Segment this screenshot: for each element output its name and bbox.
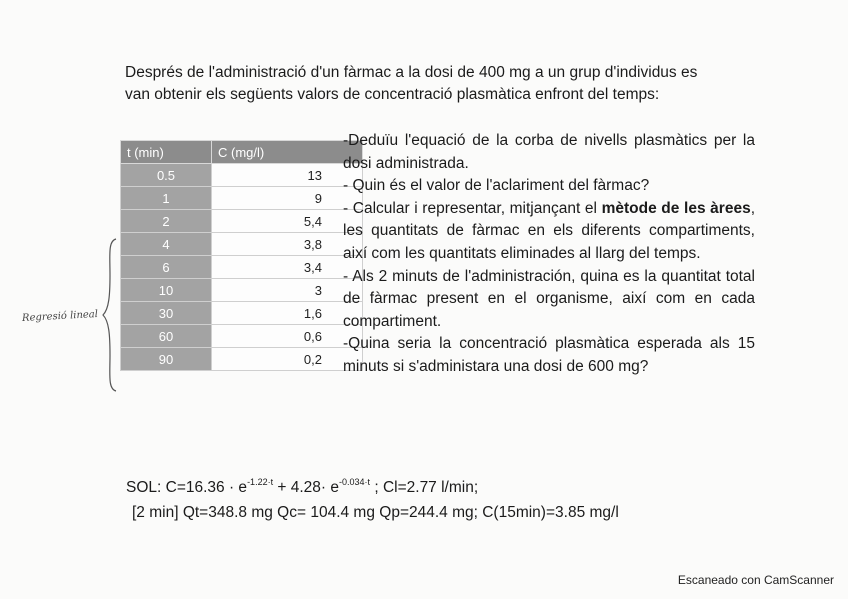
cell-concentration: 5,4 (212, 210, 363, 233)
scanner-watermark: Escaneado con CamScanner (677, 573, 834, 587)
solution-line-2: [2 min] Qt=348.8 mg Qc= 104.4 mg Qp=244.4 mg; C(15min)=3.85 mg/l (132, 504, 619, 521)
handwritten-note: Regresió lineal (21, 309, 99, 324)
intro-line-2: van obtenir els següents valors de concentració plasmàtica enfront del temps: (125, 86, 660, 103)
cell-concentration: 9 (212, 187, 363, 210)
table-row (121, 187, 363, 210)
table-row (121, 325, 363, 348)
table-header-row (121, 141, 363, 164)
cell-concentration: 13 (212, 164, 363, 187)
concentration-table (120, 140, 363, 371)
cell-concentration: 1,6 (212, 302, 363, 325)
questions-block (343, 130, 755, 379)
question-3 (343, 198, 755, 266)
question-3-part-a: - Calcular i representar, mitjançant el (343, 199, 597, 217)
cell-time: 30 (121, 302, 212, 325)
table-row (121, 256, 363, 279)
table-row (121, 348, 363, 371)
cell-concentration: 3 (212, 279, 363, 302)
solution-exponent-2: -0.034·t (339, 477, 371, 487)
solution-exponent-1: -1.22·t (247, 477, 274, 487)
question-4: - Als 2 minuts de l'administración, quina es la quantitat total de fàrmac present en el organisme, així com en cada compartiment. (343, 267, 755, 330)
cell-time: 2 (121, 210, 212, 233)
table-row (121, 302, 363, 325)
solution-equation-part: SOL: C=16.36 · e (126, 479, 248, 496)
table-row (121, 164, 363, 187)
cell-concentration: 0,6 (212, 325, 363, 348)
header-time: t (min) (121, 141, 212, 164)
cell-time: 90 (121, 348, 212, 371)
cell-time: 10 (121, 279, 212, 302)
table-row (121, 279, 363, 302)
question-3-bold-term: mètode de les àrees (601, 199, 751, 217)
table-row (121, 233, 363, 256)
solution-block (126, 470, 619, 525)
header-concentration: C (mg/l) (212, 141, 363, 164)
cell-concentration: 0,2 (212, 348, 363, 371)
cell-time: 4 (121, 233, 212, 256)
question-2: - Quin és el valor de l'aclariment del fàrmac? (343, 177, 650, 195)
solution-equation-part: + 4.28· e (273, 479, 339, 496)
question-1: -Deduïu l'equació de la corba de nivells plasmàtics per la dosi administrada. (343, 132, 755, 172)
intro-paragraph (125, 62, 765, 106)
intro-line-1: Després de l'administració d'un fàrmac a la dosi de 400 mg a un grup d'individus es (125, 64, 698, 81)
cell-time: 1 (121, 187, 212, 210)
table-row (121, 210, 363, 233)
solution-line-1 (126, 470, 619, 500)
cell-time: 0.5 (121, 164, 212, 187)
question-5: -Quina seria la concentració plasmàtica esperada als 15 minuts si s'administara una dosi de 600 mg? (343, 335, 755, 375)
handwritten-brace-icon (100, 235, 120, 395)
cell-time: 6 (121, 256, 212, 279)
solution-clearance: ; Cl=2.77 l/min; (370, 479, 479, 496)
question-3-part-c: , les quantitats de fàrmac en els diferents compartiments, així com les quantitats eliminades al llarg del temps. (343, 199, 755, 262)
cell-concentration: 3,8 (212, 233, 363, 256)
cell-time: 60 (121, 325, 212, 348)
cell-concentration: 3,4 (212, 256, 363, 279)
